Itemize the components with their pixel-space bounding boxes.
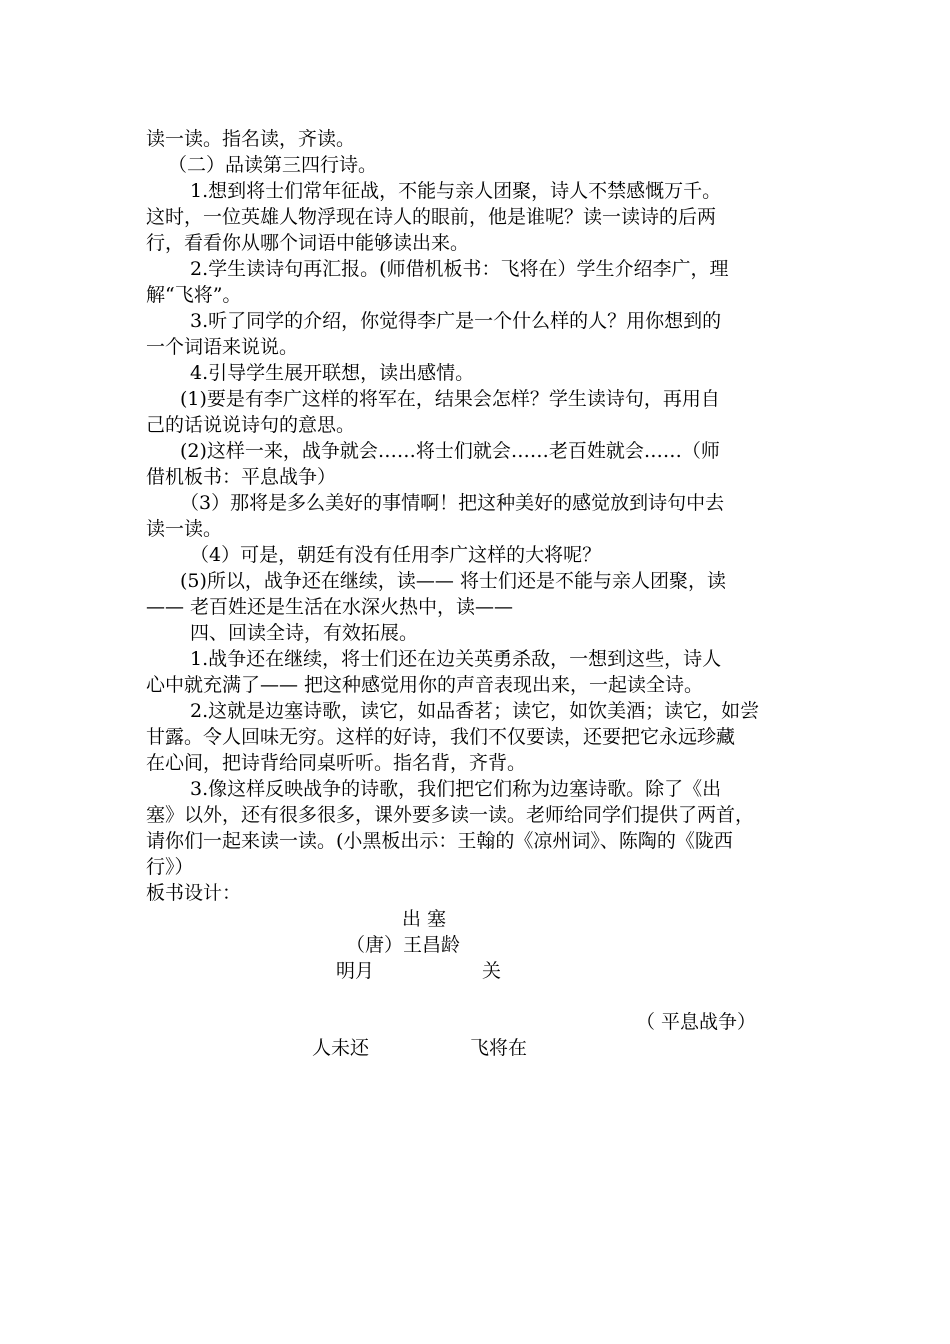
board-item-not-returned: 人未还 [312, 1037, 370, 1059]
board-poem-title: 出 塞 [402, 908, 447, 930]
text-line: 塞》以外，还有很多很多，课外要多读一读。老师给同学们提供了两首， [146, 804, 755, 826]
text-line: 借机板书：平息战争） [146, 466, 337, 488]
text-line: 己的话说说诗句的意思。 [146, 414, 356, 436]
board-poem-author: （唐）王昌龄 [346, 934, 461, 956]
text-line: 这时，一位英雄人物浮现在诗人的眼前，他是谁呢？读一读诗的后两 [146, 206, 717, 228]
board-note-pacify-war: （ 平息战争） [636, 1011, 757, 1033]
text-line: (2)这样一来，战争就会……将士们就会……老百姓就会……（师 [180, 440, 720, 462]
text-line: 甘露。令人回味无穷。这样的好诗，我们不仅要读，还要把它永远珍藏 [146, 726, 736, 748]
text-line: 读一读。指名读，齐读。 [146, 128, 356, 150]
text-line: (1)要是有李广这样的将军在，结果会怎样？学生读诗句，再用自 [180, 388, 720, 410]
board-item-flying-general: 飞将在 [470, 1037, 528, 1059]
text-line: 请你们一起来读一读。(小黑板出示：王翰的《凉州词》、陈陶的《陇西 [146, 830, 733, 852]
text-line: —— 老百姓还是生活在水深火热中，读—— [146, 596, 514, 618]
text-line: (5)所以，战争还在继续，读—— 将士们还是不能与亲人团聚，读 [180, 570, 726, 592]
text-line: 一个词语来说说。 [146, 336, 299, 358]
text-line: （3）那将是多么美好的事情啊！把这种美好的感觉放到诗句中去 [180, 492, 725, 514]
board-item-pass: 关 [482, 960, 502, 982]
text-line: 4.引导学生展开联想，读出感情。 [190, 362, 475, 384]
text-line: 心中就充满了—— 把这种感觉用你的声音表现出来，一起读全诗。 [146, 674, 704, 696]
text-line: 行，看看你从哪个词语中能够读出来。 [146, 232, 470, 254]
text-line: 行》） [146, 856, 194, 878]
section-heading: 四、回读全诗，有效拓展。 [190, 622, 419, 644]
text-line: 3.像这样反映战争的诗歌，我们把它们称为边塞诗歌。除了《出 [190, 778, 722, 800]
text-line: 解“飞将”。 [146, 284, 242, 306]
board-item-moon: 明月 [336, 960, 375, 982]
text-line: （4）可是，朝廷有没有任用李广这样的大将呢？ [190, 544, 602, 566]
board-design-label: 板书设计： [146, 882, 242, 904]
section-heading: （二）品读第三四行诗。 [168, 154, 378, 176]
text-line: 读一读。 [146, 518, 223, 540]
text-line: 1.想到将士们常年征战，不能与亲人团聚，诗人不禁感慨万千。 [190, 180, 722, 202]
text-line: 1.战争还在继续，将士们还在边关英勇杀敌，一想到这些，诗人 [190, 648, 722, 670]
text-line: 在心间，把诗背给同桌听听。指名背，齐背。 [146, 752, 527, 774]
text-line: 2.学生读诗句再汇报。(师借机板书：飞将在）学生介绍李广，理 [190, 258, 729, 280]
text-line: 3.听了同学的介绍，你觉得李广是一个什么样的人？用你想到的 [190, 310, 722, 332]
text-line: 2.这就是边塞诗歌，读它，如品香茗；读它，如饮美酒；读它，如尝 [190, 700, 760, 722]
